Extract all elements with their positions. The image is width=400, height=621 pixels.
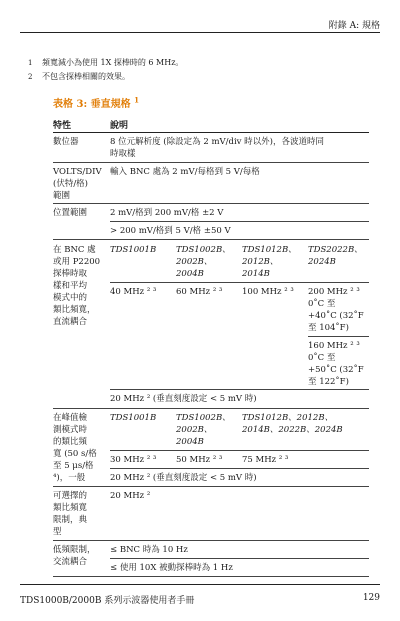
row-subdivider — [110, 468, 369, 469]
value-100mhz: 100 MHz ² ³ — [242, 287, 294, 297]
value-75mhz: 75 MHz ² ³ — [242, 455, 289, 465]
value-40mhz: 40 MHz ² ³ — [110, 287, 157, 297]
row-divider — [53, 239, 369, 240]
row-digitizer-label: 數位器 — [53, 137, 79, 147]
model-tds1002b: TDS1002B、 2002B、 2004B — [176, 413, 231, 447]
row-bw-normal-label: 在 BNC 處 或用 P2200 探棒時取 樣和平均 模式中的 類比頻寬， 直流耦合 — [53, 245, 101, 327]
table-header — [53, 118, 369, 133]
row-voltsdiv-desc: 輸入 BNC 處為 2 mV/每格到 5 V/每格 — [110, 167, 260, 177]
page-header: 附錄 A: 規格 — [328, 21, 380, 31]
value-30mhz: 30 MHz ² ³ — [110, 455, 157, 465]
footnote-2: 2 不包含探棒相關的效果。 — [28, 72, 130, 81]
header-rule — [20, 32, 380, 33]
row-divider — [53, 486, 369, 487]
row-position-desc-2: > 200 mV/格到 5 V/格 ±50 V — [110, 226, 231, 236]
row-subdivider — [308, 336, 369, 337]
footnotes — [28, 56, 183, 84]
row-subdivider — [110, 450, 369, 451]
row-divider — [53, 408, 369, 409]
row-subdivider — [110, 558, 369, 559]
row-lowfreq-desc-1: ≤ BNC 時為 10 Hz — [110, 545, 188, 555]
value-200mhz: 200 MHz ² ³ 0˚C 至 +40˚C (32˚F 至 104˚F) — [308, 287, 364, 333]
value-60mhz: 60 MHz ² ³ — [176, 287, 223, 297]
value-160mhz: 160 MHz ² ³ 0˚C 至 +50˚C (32˚F 至 122˚F) — [308, 341, 364, 387]
footer-title: TDS1000B/2000B 系列示波器使用者手冊 — [20, 596, 195, 606]
col-feature: 特性 — [53, 121, 72, 131]
bw-peak-note: 20 MHz ² (垂直刻度設定 < 5 mV 時) — [110, 473, 257, 483]
value-50mhz: 50 MHz ² ³ — [176, 455, 223, 465]
model-tds1001b: TDS1001B — [110, 413, 157, 423]
row-divider — [53, 203, 369, 204]
row-divider — [53, 162, 369, 163]
row-position-desc-1: 2 mV/格到 200 mV/格 ±2 V — [110, 208, 224, 218]
row-digitizer-desc: 8 位元解析度 (除設定為 2 mV/div 時以外)，各波道時同 時取樣 — [110, 137, 324, 159]
row-subdivider — [110, 389, 369, 390]
row-subdivider — [110, 221, 369, 222]
row-divider — [53, 540, 369, 541]
row-lowfreq-desc-2: ≤ 使用 10X 被動探棒時為 1 Hz — [110, 563, 233, 573]
row-position-label: 位置範圍 — [53, 208, 88, 218]
row-bw-peak-label: 在峰值檢 測模式時 的類比頻 寬 (50 s/格 至 5 μs/格 ⁴)，一般 — [53, 413, 97, 483]
model-tds1012b-group: TDS1012B、2012B、 2014B、2022B、2024B — [242, 413, 343, 435]
row-bw-limit-desc: 20 MHz ² — [110, 491, 151, 501]
row-bw-limit-label: 可選擇的 類比頻寬 限制，典 型 — [53, 491, 88, 537]
row-lowfreq-label: 低頻限制， 交流耦合 — [53, 545, 96, 567]
page-number: 129 — [362, 593, 380, 603]
model-tds1012b: TDS1012B、 2012B、 2014B — [242, 245, 297, 279]
table-bottom-rule — [53, 576, 369, 577]
row-voltsdiv-label: VOLTS/DIV (伏特/格) 範圍 — [53, 167, 102, 201]
col-description: 說明 — [110, 121, 129, 131]
row-subdivider — [110, 282, 369, 283]
model-tds1002b: TDS1002B、 2002B、 2004B — [176, 245, 231, 279]
footer-rule — [20, 584, 380, 585]
bw-normal-note: 20 MHz ² (垂直刻度設定 < 5 mV 時) — [110, 394, 257, 404]
table-title: 表格 3: 垂直規格 $^1$ — [53, 95, 139, 110]
model-tds2022b: TDS2022B、 2024B — [308, 245, 363, 267]
model-tds1001b: TDS1001B — [110, 245, 157, 255]
footnote-1: 1 頻寬減小為使用 1X 探棒時的 6 MHz。 — [28, 58, 184, 67]
